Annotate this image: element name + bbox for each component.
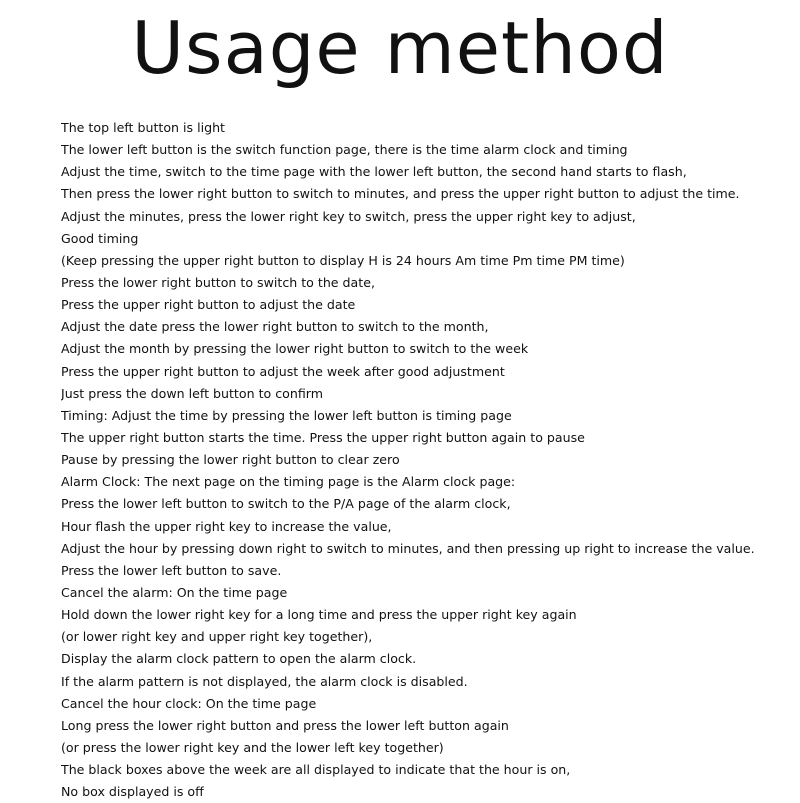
instruction-line: (Keep pressing the upper right button to display H is 24 hours Am time Pm time PM time) bbox=[61, 252, 625, 268]
instruction-line: The top left button is light bbox=[61, 120, 225, 135]
instruction-line: Adjust the hour by pressing down right to switch to minutes, and then pressing up right to increase the value. bbox=[61, 540, 755, 556]
instruction-line: If the alarm pattern is not displayed, the alarm clock is disabled. bbox=[61, 673, 468, 689]
instruction-line: The upper right button starts the time. Press the upper right button again to pause bbox=[61, 429, 585, 445]
instruction-line: Hold down the lower right key for a long time and press the upper right key again bbox=[61, 607, 577, 623]
instruction-line: Pause by pressing the lower right button to clear zero bbox=[61, 452, 400, 468]
instruction-line: Press the lower right button to switch to the date, bbox=[61, 274, 375, 290]
instruction-line: (or lower right key and upper right key together), bbox=[61, 629, 373, 645]
instruction-line: Press the upper right button to adjust the week after good adjustment bbox=[61, 363, 505, 379]
instruction-line: Adjust the time, switch to the time page with the lower left button, the second hand starts to flash, bbox=[61, 164, 687, 180]
instruction-line: Press the upper right button to adjust the date bbox=[61, 297, 356, 313]
instruction-line: Cancel the alarm: On the time page bbox=[61, 584, 288, 600]
instruction-line: Adjust the date press the lower right button to switch to the month, bbox=[61, 319, 489, 335]
instruction-line: Just press the down left button to confirm bbox=[61, 385, 323, 401]
instruction-line: Timing: Adjust the time by pressing the lower left button is timing page bbox=[61, 407, 512, 423]
instruction-line: The black boxes above the week are all displayed to indicate that the hour is on, bbox=[61, 762, 571, 778]
instruction-line: No box displayed is off bbox=[61, 784, 204, 800]
instruction-line: Hour flash the upper right key to increase the value, bbox=[61, 518, 392, 534]
instruction-line: Then press the lower right button to switch to minutes, and press the upper right button to adjust the time. bbox=[61, 186, 740, 202]
instruction-line: Press the lower left button to save. bbox=[61, 562, 282, 578]
instruction-line: Adjust the minutes, press the lower right key to switch, press the upper right key to adjust, bbox=[61, 208, 636, 224]
page-title: Usage method bbox=[131, 6, 669, 90]
instruction-line: The lower left button is the switch function page, there is the time alarm clock and timing bbox=[61, 142, 628, 158]
instruction-line: Press the lower left button to switch to the P/A page of the alarm clock, bbox=[61, 496, 511, 512]
instruction-line: Adjust the month by pressing the lower right button to switch to the week bbox=[61, 341, 529, 357]
instructions-list bbox=[61, 117, 791, 803]
instruction-line: Cancel the hour clock: On the time page bbox=[61, 695, 317, 711]
instruction-line: Display the alarm clock pattern to open the alarm clock. bbox=[61, 651, 417, 667]
instruction-line: Alarm Clock: The next page on the timing page is the Alarm clock page: bbox=[61, 474, 516, 490]
instruction-line: Good timing bbox=[61, 230, 139, 246]
instruction-line: Long press the lower right button and press the lower left button again bbox=[61, 717, 509, 733]
instruction-line: (or press the lower right key and the lower left key together) bbox=[61, 739, 444, 755]
